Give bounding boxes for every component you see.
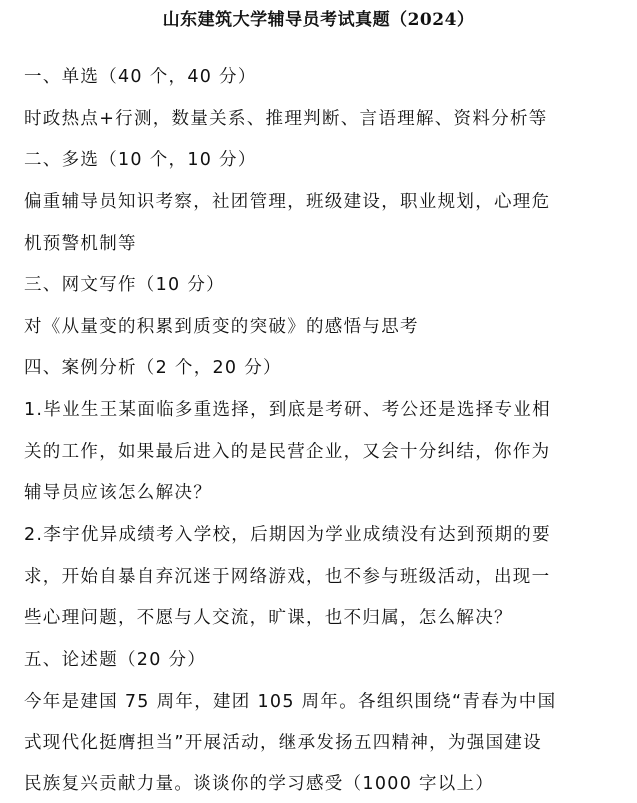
page-title: 山东建筑大学辅导员考试真题（2024） bbox=[162, 10, 475, 30]
case-1-line-1: 1.毕业生王某面临多重选择，到底是考研、考公还是选择专业相 bbox=[24, 400, 551, 420]
case-1-line-3: 辅导员应该怎么解决？ bbox=[24, 483, 212, 503]
section-5-content-line-1: 今年是建国 75 周年，建团 105 周年。各组织围绕“青春为中国 bbox=[24, 692, 557, 712]
section-5-heading: 五、论述题（20 分） bbox=[24, 650, 207, 670]
section-1-content: 时政热点+行测，数量关系、推理判断、言语理解、资料分析等 bbox=[24, 109, 548, 129]
section-3-content: 对《从量变的积累到质变的突破》的感悟与思考 bbox=[24, 317, 419, 337]
section-2-content-line-2: 机预警机制等 bbox=[24, 234, 137, 254]
section-1-heading: 一、单选（40 个，40 分） bbox=[24, 67, 257, 87]
case-2-line-1: 2.李宇优异成绩考入学校，后期因为学业成绩没有达到预期的要 bbox=[24, 525, 551, 545]
section-5-content-line-3: 民族复兴贡献力量。谈谈你的学习感受（1000 字以上） bbox=[24, 774, 495, 794]
section-3-heading: 三、网文写作（10 分） bbox=[24, 275, 225, 295]
case-2-line-3: 些心理问题，不愿与人交流，旷课，也不归属，怎么解决？ bbox=[24, 608, 513, 628]
case-1-line-2: 关的工作，如果最后进入的是民营企业，又会十分纠结，你作为 bbox=[24, 442, 551, 462]
section-2-content-line-1: 偏重辅导员知识考察，社团管理，班级建设，职业规划，心理危 bbox=[24, 192, 551, 212]
section-5-content-line-2: 式现代化挺膺担当”开展活动，继承发扬五四精神，为强国建设 bbox=[24, 733, 542, 753]
case-2-line-2: 求，开始自暴自弃沉迷于网络游戏，也不参与班级活动，出现一 bbox=[24, 567, 551, 587]
section-4-heading: 四、案例分析（2 个，20 分） bbox=[24, 358, 282, 378]
section-2-heading: 二、多选（10 个，10 分） bbox=[24, 150, 257, 170]
